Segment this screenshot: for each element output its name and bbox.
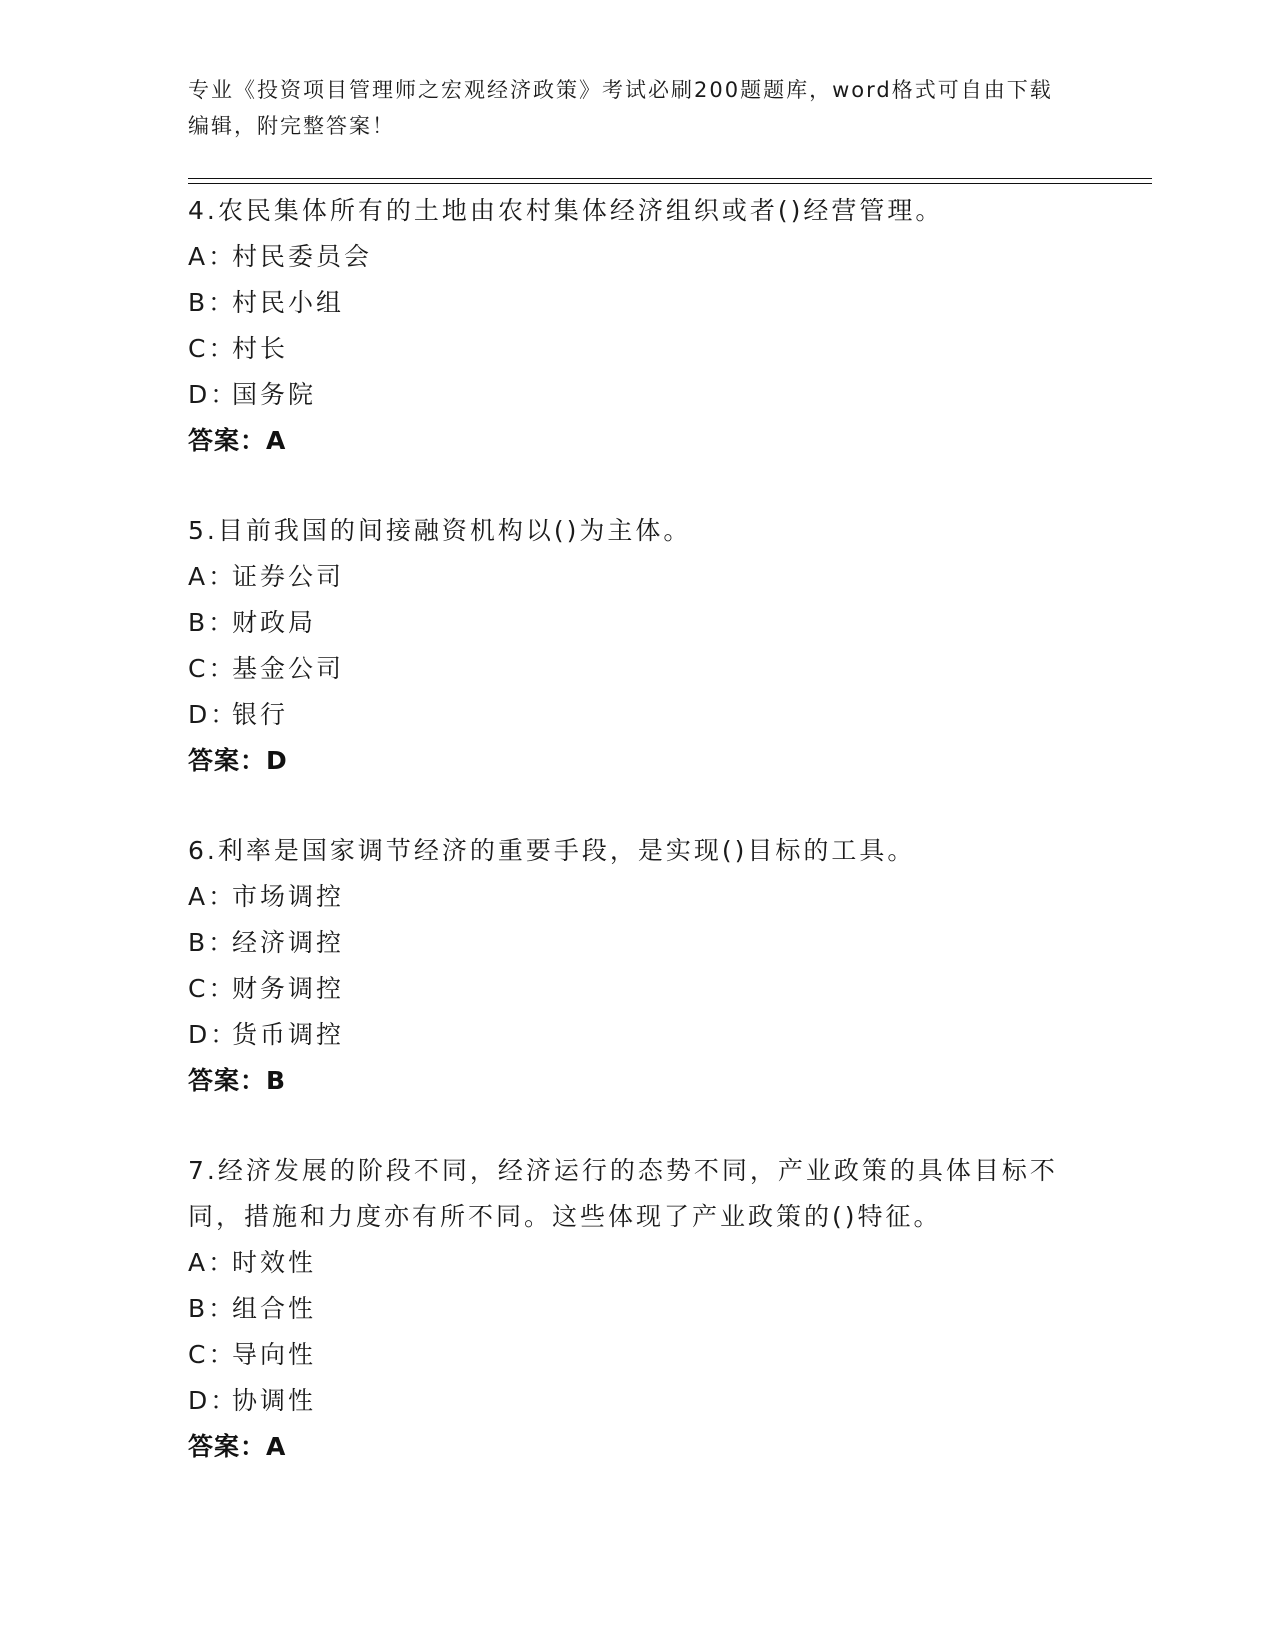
question-7 xyxy=(188,1148,1088,1470)
option-text: 财务调控 xyxy=(232,974,345,1003)
question-6 xyxy=(188,828,1088,1104)
question-list xyxy=(188,188,1088,1514)
answer: 答案：B xyxy=(188,1066,287,1095)
option-a xyxy=(188,554,1088,600)
option-letter: A： xyxy=(188,562,237,591)
option-a xyxy=(188,874,1088,920)
option-letter: D： xyxy=(188,380,239,409)
option-text: 协调性 xyxy=(232,1386,317,1415)
option-d xyxy=(188,372,1088,418)
option-c xyxy=(188,966,1088,1012)
option-letter: A： xyxy=(188,882,237,911)
option-letter: A： xyxy=(188,242,237,271)
question-stem: 4.农民集体所有的土地由农村集体经济组织或者()经营管理。 xyxy=(188,196,944,225)
question-stem: 6.利率是国家调节经济的重要手段，是实现()目标的工具。 xyxy=(188,836,916,865)
answer: 答案：A xyxy=(188,426,287,455)
question-5 xyxy=(188,508,1088,784)
option-text: 财政局 xyxy=(232,608,317,637)
option-text: 村长 xyxy=(232,334,289,363)
option-b xyxy=(188,280,1088,326)
option-letter: B： xyxy=(188,1294,237,1323)
option-text: 组合性 xyxy=(232,1294,317,1323)
option-text: 经济调控 xyxy=(232,928,345,957)
option-text: 市场调控 xyxy=(232,882,345,911)
option-text: 村民小组 xyxy=(232,288,345,317)
option-letter: D： xyxy=(188,700,239,729)
option-text: 银行 xyxy=(232,700,289,729)
option-letter: A： xyxy=(188,1248,237,1277)
header-divider-top xyxy=(188,178,1152,179)
option-text: 货币调控 xyxy=(232,1020,345,1049)
option-c xyxy=(188,1332,1088,1378)
option-letter: D： xyxy=(188,1386,239,1415)
option-letter: D： xyxy=(188,1020,239,1049)
option-a xyxy=(188,234,1088,280)
option-c xyxy=(188,326,1088,372)
option-text: 村民委员会 xyxy=(232,242,373,271)
header-divider-bottom xyxy=(188,183,1152,184)
answer: 答案：D xyxy=(188,746,288,775)
answer: 答案：A xyxy=(188,1432,287,1461)
option-a xyxy=(188,1240,1088,1286)
option-b xyxy=(188,600,1088,646)
question-4 xyxy=(188,188,1088,464)
option-text: 基金公司 xyxy=(232,654,345,683)
option-text: 时效性 xyxy=(232,1248,317,1277)
option-d xyxy=(188,1378,1088,1424)
option-text: 证券公司 xyxy=(232,562,345,591)
option-letter: B： xyxy=(188,608,237,637)
option-text: 国务院 xyxy=(232,380,317,409)
question-stem: 5.目前我国的间接融资机构以()为主体。 xyxy=(188,516,692,545)
option-text: 导向性 xyxy=(232,1340,317,1369)
option-letter: C： xyxy=(188,974,237,1003)
question-stem: 7.经济发展的阶段不同，经济运行的态势不同，产业政策的具体目标不同，措施和力度亦有所不同。这些体现了产业政策的()特征。 xyxy=(188,1156,1058,1231)
option-b xyxy=(188,1286,1088,1332)
option-letter: C： xyxy=(188,654,237,683)
option-letter: B： xyxy=(188,928,237,957)
option-letter: C： xyxy=(188,1340,237,1369)
option-b xyxy=(188,920,1088,966)
option-d xyxy=(188,692,1088,738)
option-letter: C： xyxy=(188,334,237,363)
option-letter: B： xyxy=(188,288,237,317)
option-c xyxy=(188,646,1088,692)
document-header: 专业《投资项目管理师之宏观经济政策》考试必刷200题题库，word格式可自由下载编辑，附完整答案！ xyxy=(188,78,1053,138)
option-d xyxy=(188,1012,1088,1058)
